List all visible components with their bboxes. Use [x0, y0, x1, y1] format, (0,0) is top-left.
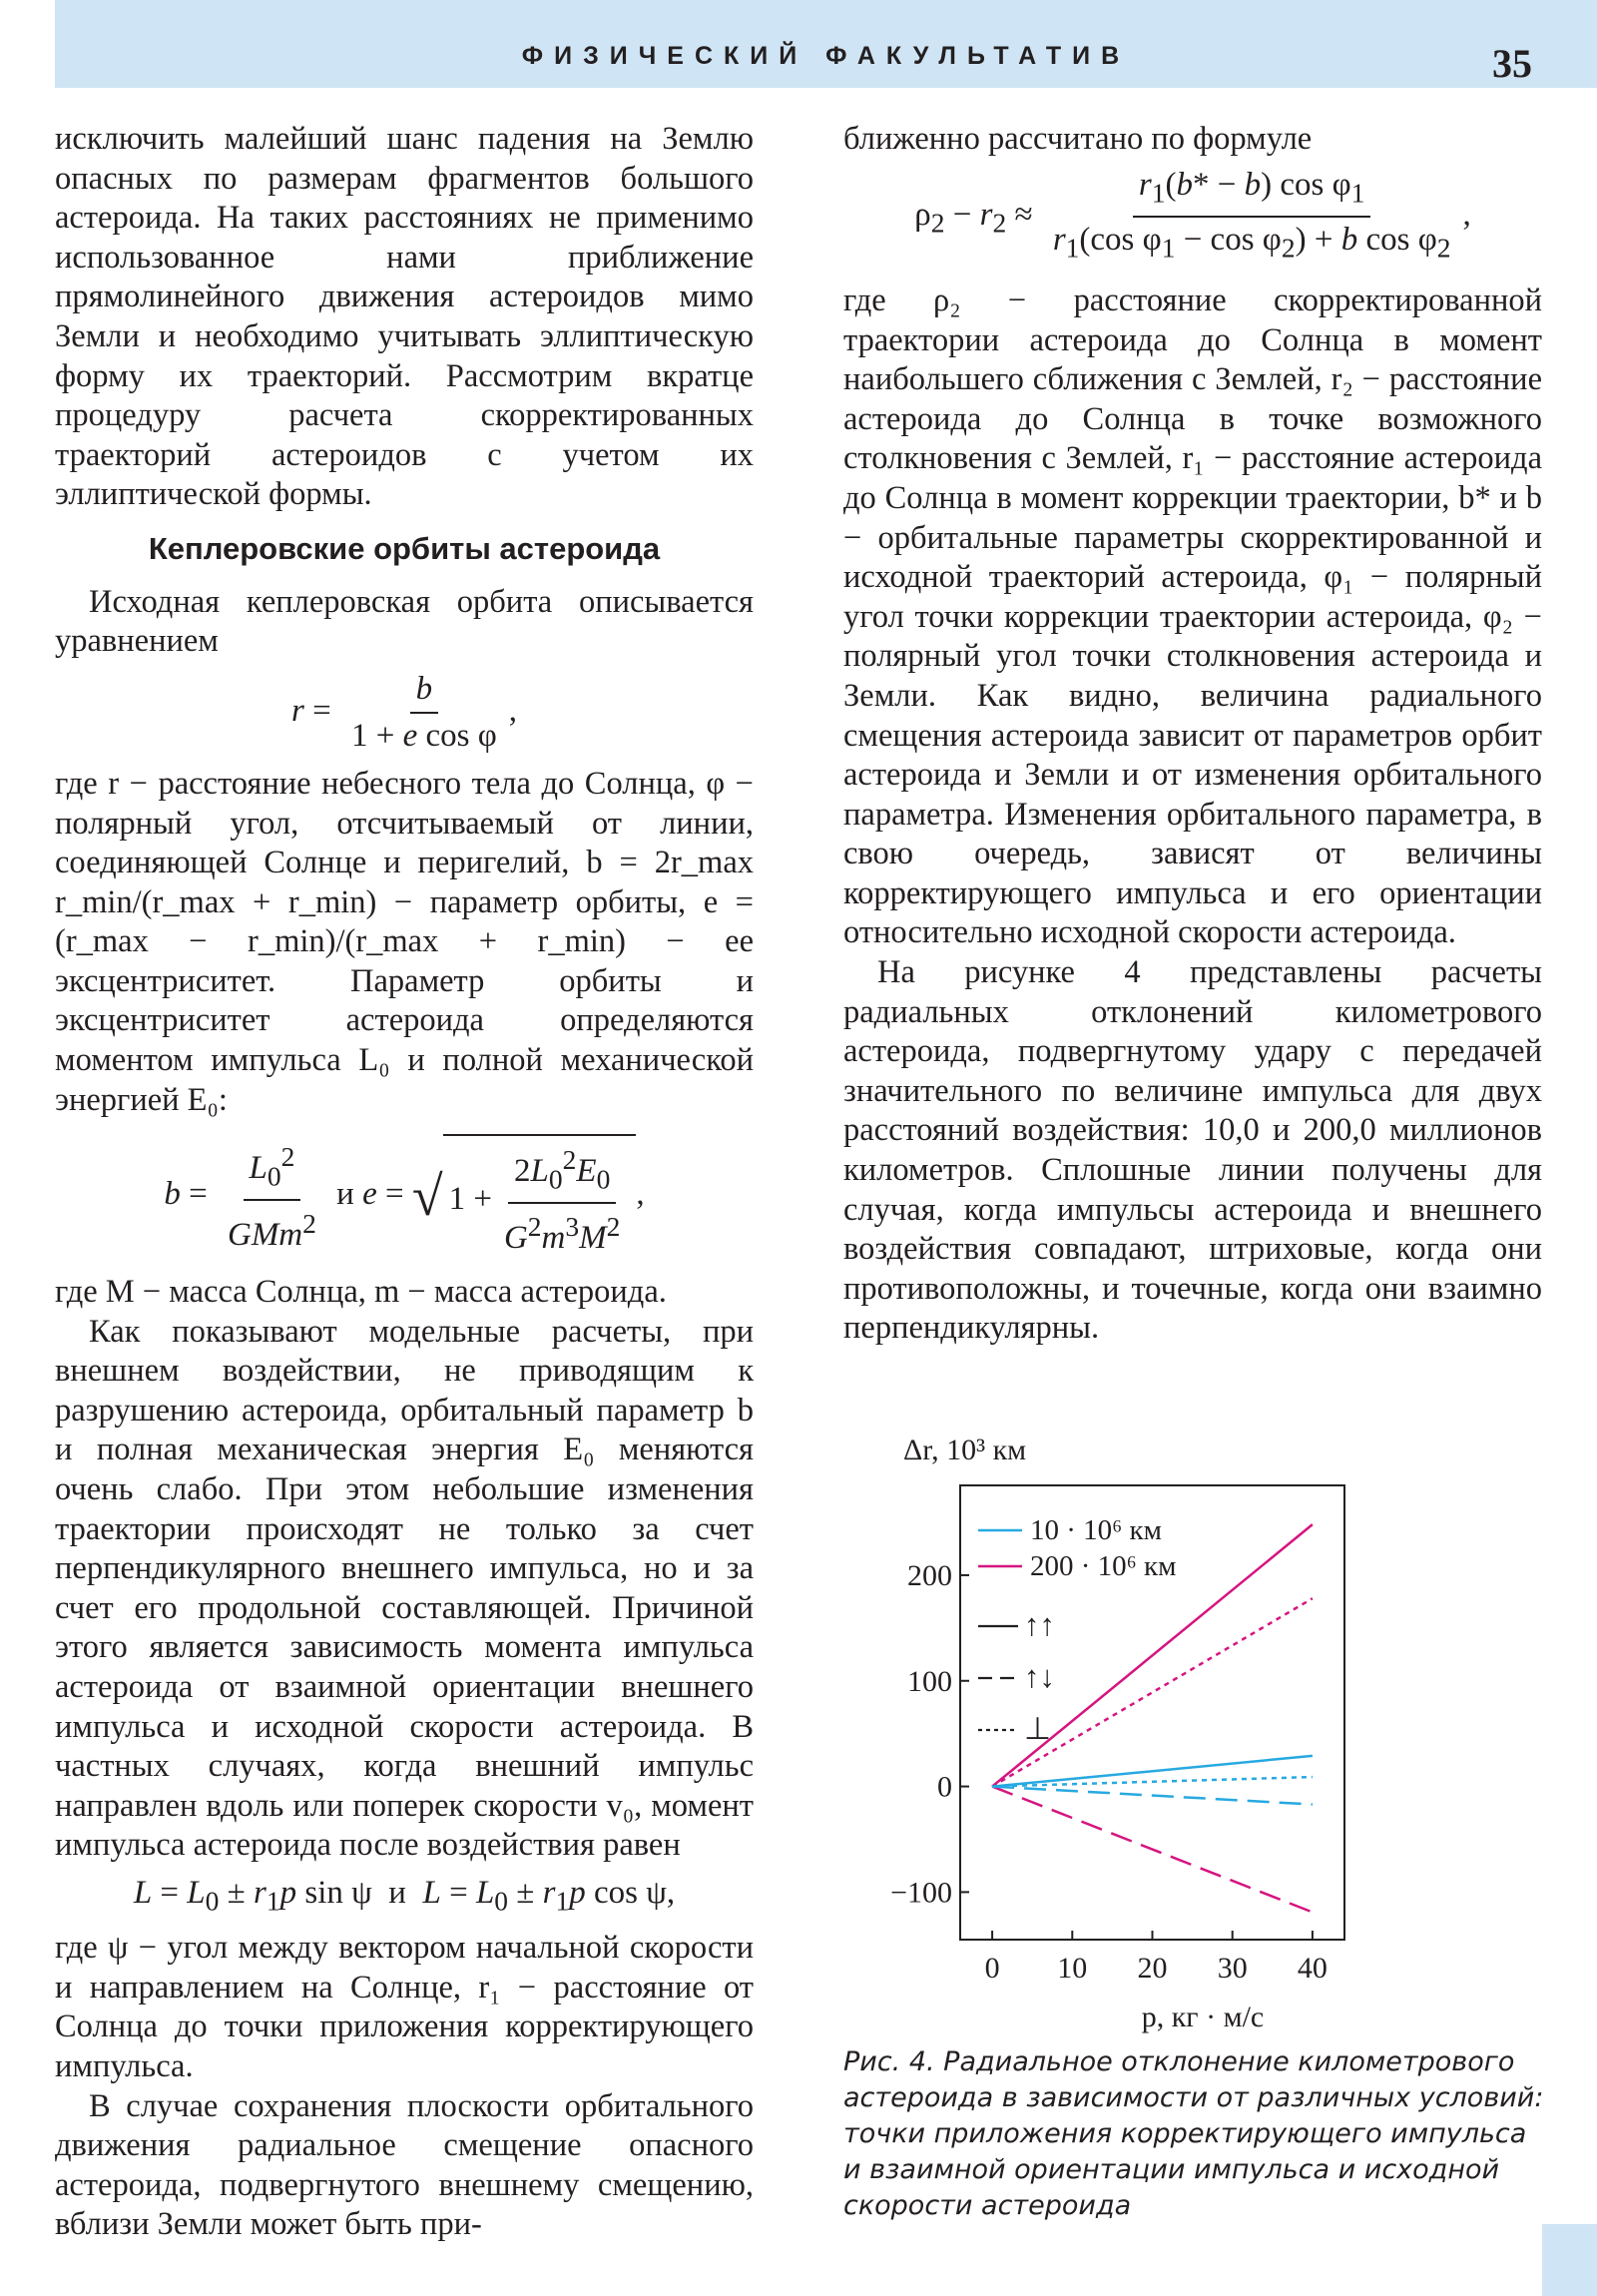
figure-chart — [843, 1418, 1547, 2041]
section-title: ФИЗИЧЕСКИЙ ФАКУЛЬТАТИВ — [521, 42, 1131, 70]
series-line — [992, 1787, 1313, 1913]
paragraph: где ρ₂ − расстояние скорректированной траектории астероида до Солнца в момент наибольшего сближения с Землей, r₂ − расстояние астероида до Солнца в точке возможного столкновения с Землей, r₁ − расстояние астероида до Солнца в момент коррекции траектории, b* и b − орбитальные параметры скорректированной и исходной траекторий астероида, φ₁ − полярный угол точки коррекции траектории астероида, φ₂ − полярный угол точки столкновения астероида и Земли. Как видно, величина радиального смещения астероида зависит от параметров орбит астероида и Земли и от изменения орбитального параметра. Изменения орбитального параметра, в свою очередь, зависят от величины корректирующего импульса и его ориентации относительно исходной скорости астероида. — [843, 282, 1542, 951]
page-header — [55, 0, 1597, 88]
legend-label: 10 · 10⁶ км — [1030, 1514, 1162, 1546]
series-line — [992, 1787, 1313, 1805]
x-tick-label: 20 — [1137, 1952, 1168, 1985]
paragraph: Исходная кеплеровская орбита описывается уравнением — [55, 583, 754, 660]
paragraph: исключить малейший шанс падения на Землю опасных по размерам фрагментов большого астероида. На таких расстояниях не применимо использованное нами приближение прямолинейного движения астероидов мимо Земли и необходимо учитывать эллиптическую форму их траекторий. Рассмотрим вкратце процедуру расчета скорректированных траекторий астероидов с учетом их эллиптической формы. — [55, 121, 754, 513]
y-tick-label: −100 — [890, 1876, 952, 1910]
y-tick-label: 100 — [907, 1664, 952, 1698]
angular-momentum-equation: $L = L_0 \pm r_1p$ sin ψ и $L = L_0 \pm r_1p$ cos ψ, — [133, 1874, 676, 1917]
x-tick-label: 10 — [1057, 1952, 1088, 1985]
paragraph: где r − расстояние небесного тела до Солнца, φ − полярный угол, отсчитываемый от линии, соединяющей Солнце и перигелий, b = 2r_max r_min/(r_max + r_min) − параметр орбиты, e = (r_max − r_min)/(r_max + r_min) − ее эксцентриситет. Параметр орбиты и эксцентриситет астероида определяются моментом импульса L₀ и полной механической энергией E₀: — [55, 765, 754, 1118]
displacement-equation: $\rho_2 - r_2$ ≈ $\frac{r_1(b* - b) \cos \varphi_1}{r_1(\cos \varphi_1 - \cos \varphi_2) + b \cos \varphi_2}$ , — [914, 166, 1471, 264]
x-tick-label: 30 — [1217, 1952, 1248, 1985]
conjunction: и — [336, 1176, 354, 1213]
figure-caption: Рис. 4. Радиальное отклонение километрового астероида в зависимости от различных условий: точки приложения корректирующего импульса и взаимной ориентации импульса и исходной скорости астероида — [843, 2046, 1544, 2221]
x-tick-label: 0 — [984, 1952, 1000, 1985]
x-tick-label: 40 — [1297, 1952, 1328, 1985]
paragraph: ближенно рассчитано по формуле — [843, 121, 1313, 157]
x-axis-label: p, кг · м/с — [1141, 2001, 1265, 2033]
paragraph: На рисунке 4 представлены расчеты радиальных отклонений километрового астероида, подвергнутому удару с передачей значительного по величине импульса для двух расстояний воздействия: 10,0 и 200,0 миллионов километров. Сплошные линии получены для случая, когда импульсы астероида и внешнего воздействия совпадают, штриховые, когда они противоположны, и точечные, когда они взаимно перпендикулярны. — [843, 954, 1542, 1347]
paragraph: Как показывают модельные расчеты, при внешнем воздействии, не приводящим к разрушению астероида, орбитальный параметр b и полная механическая энергия E₀ меняются очень слабо. При этом небольшие изменения траектории происходят не только за счет перпендикулярного внешнего импульса, но и за счет его продольной составляющей. Причиной этого является зависимость момента импульса астероида от взаимной ориентации внешнего импульса и исходной скорости астероида. В частных случаях, когда внешний импульс направлен вдоль или поперек скорости v₀, момент импульса астероида после воздействия равен — [55, 1313, 754, 1864]
orbit-equation: r = $\frac{b}{\text{1 + e cos φ}}$ , — [290, 670, 518, 755]
legend-style-label: ↑↓ — [1024, 1659, 1055, 1694]
paragraph: где ψ − угол между вектором начальной скорости и направлением на Солнце, r₁ − расстояние от Солнца до точки приложения корректирующего импульса. — [55, 1930, 754, 2084]
legend-style-label: ↑↑ — [1024, 1607, 1055, 1642]
y-tick-label: 0 — [937, 1770, 952, 1804]
corner-decoration — [1542, 2224, 1597, 2296]
y-tick-label: 200 — [907, 1558, 952, 1592]
left-column — [55, 120, 754, 2245]
y-axis-label: Δr, 10³ км — [903, 1434, 1027, 1466]
orbit-parameters-equation: b = $\frac{L_0^2}{GMm^2}$ и e = √ 1 + $\frac{2L_0^2E_0}{G^2m^3M^2}$ , — [55, 1134, 754, 1259]
section-heading: Кеплеровские орбиты астероида — [148, 530, 661, 566]
page-number: 35 — [1492, 41, 1532, 86]
paragraph: где M − масса Солнца, m − масса астероида. — [55, 1274, 667, 1311]
paragraph: В случае сохранения плоскости орбитального движения радиальное смещение опасного астероида, подвергнутого внешнему смещению, вблизи Земли может быть при- — [55, 2087, 754, 2243]
right-column — [843, 120, 1542, 1349]
legend-style-label: ⊥ — [1024, 1711, 1052, 1746]
legend-label: 200 · 10⁶ км — [1030, 1550, 1177, 1582]
